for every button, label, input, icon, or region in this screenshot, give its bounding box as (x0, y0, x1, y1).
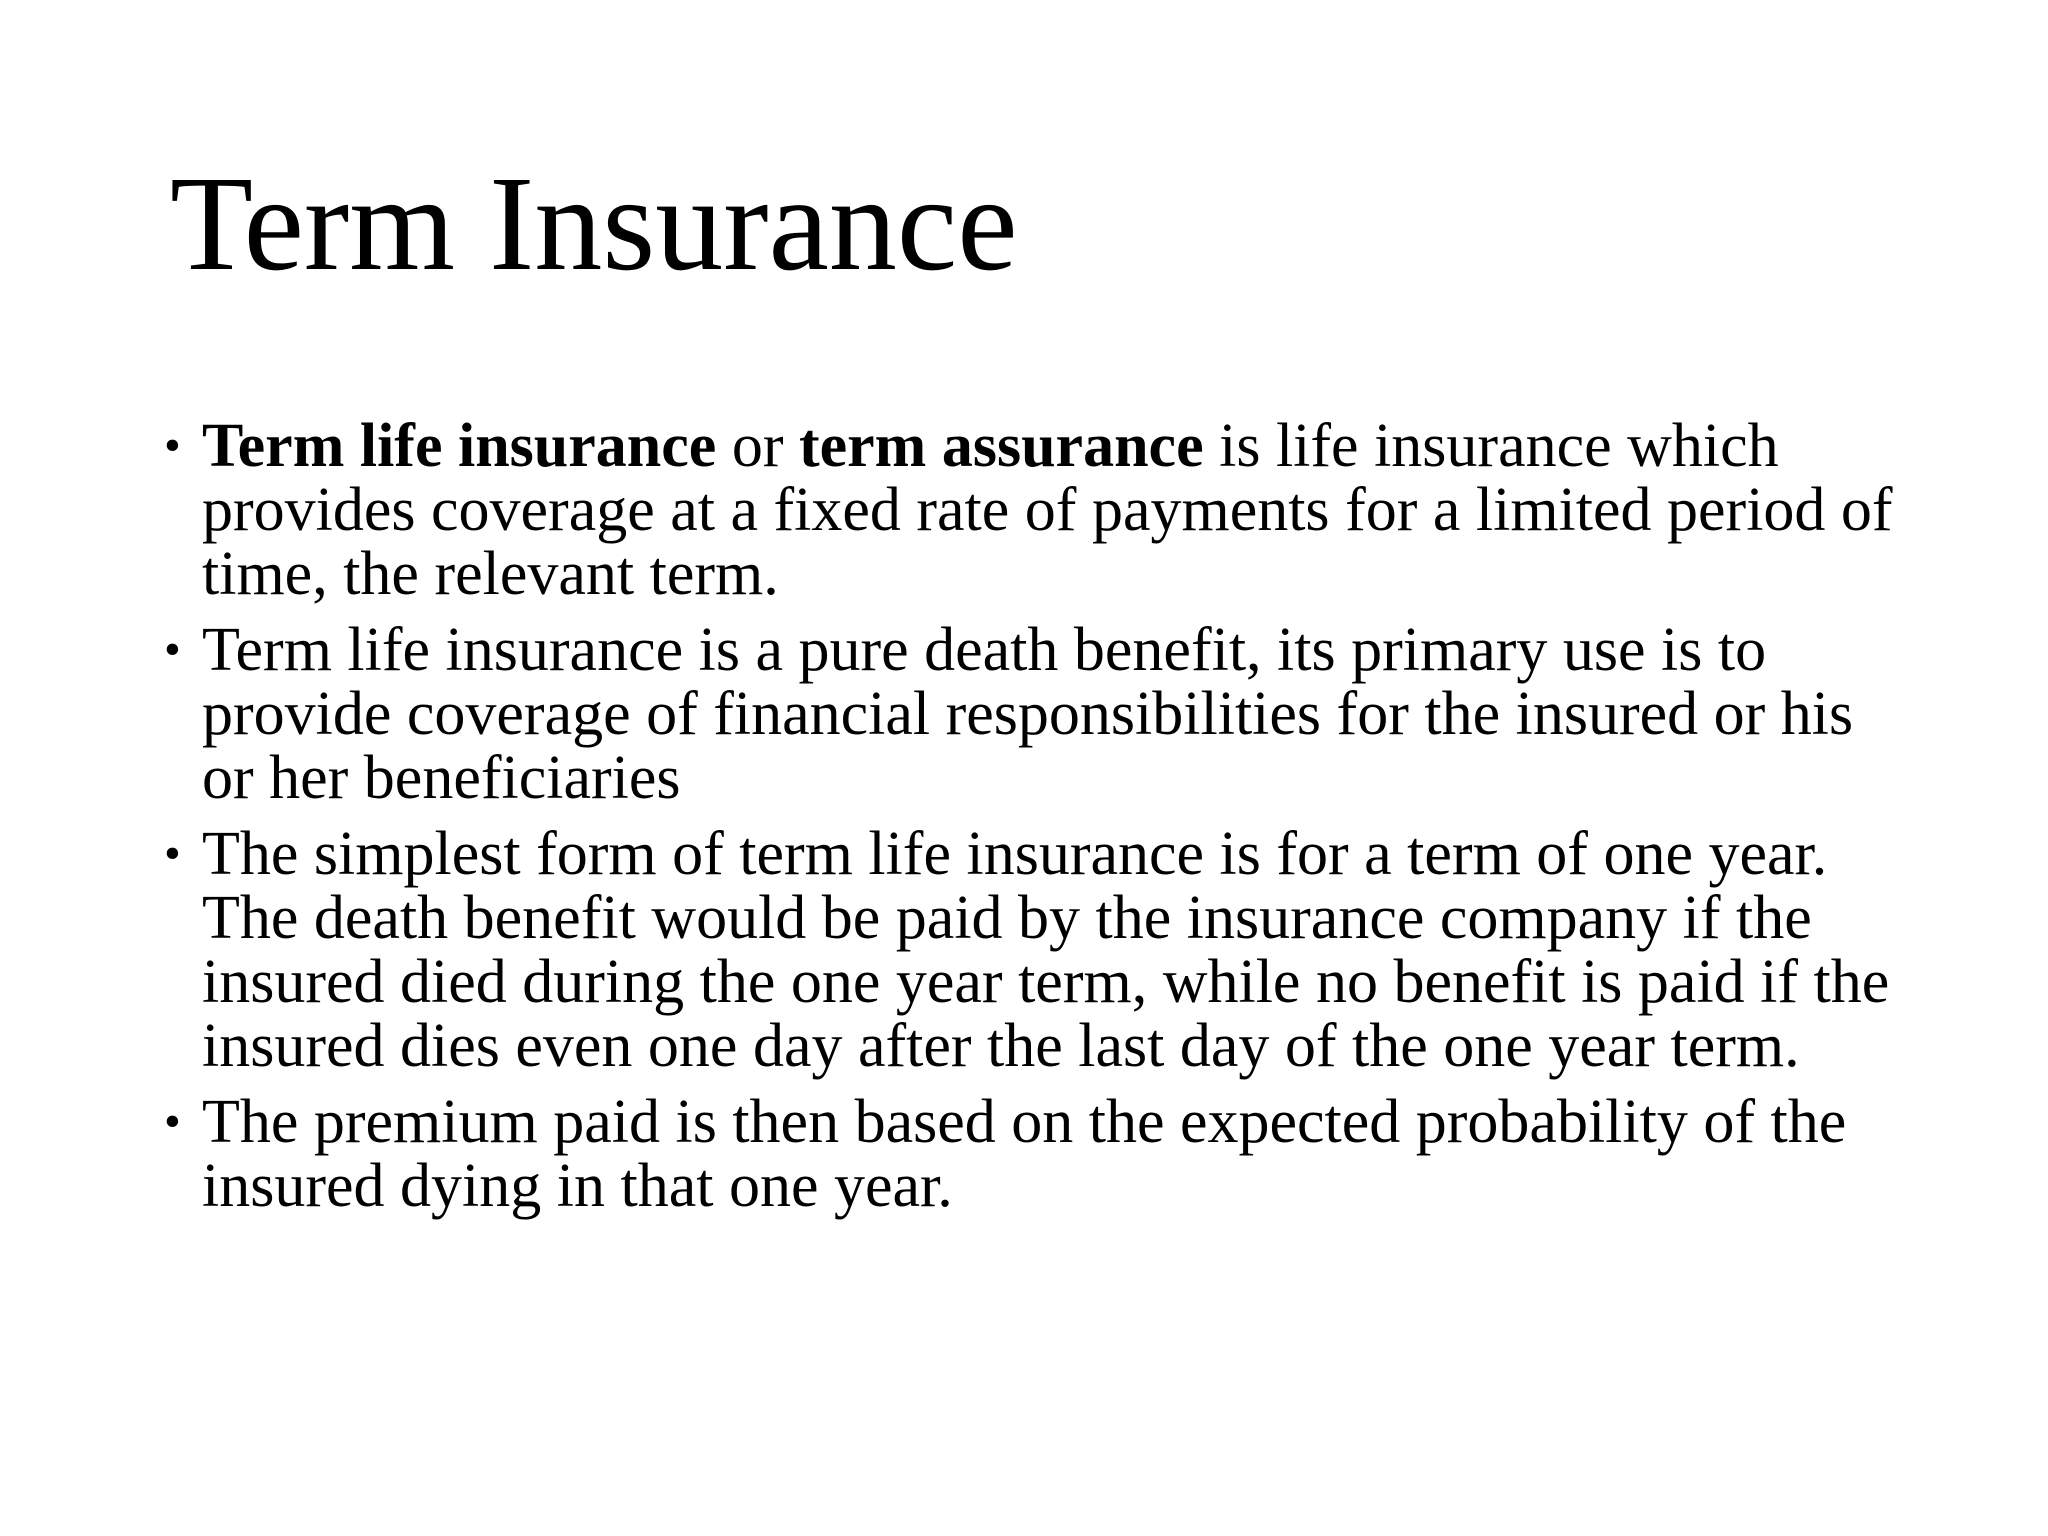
bullet-icon: • (164, 623, 181, 676)
bullet-icon: • (164, 1095, 181, 1148)
bullet-text: Term life insurance is a pure death benefit, its primary use is to provide coverage of financial responsibilities for the insured or his or her beneficiaries (202, 616, 1854, 812)
bullet-item-term-definition (160, 414, 1920, 606)
bullet-text: The premium paid is then based on the expected probability of the insured dying in that one year. (202, 1088, 1847, 1220)
bullet-text-part: or (716, 412, 799, 480)
bullet-list (160, 414, 1920, 1230)
bold-term-assurance: term assurance (798, 412, 1204, 480)
bullet-item-premium (160, 1090, 1920, 1218)
bullet-icon: • (164, 827, 181, 880)
bullet-icon: • (164, 419, 181, 472)
bullet-item-one-year-term (160, 822, 1920, 1078)
bullet-item-death-benefit (160, 618, 1920, 810)
bold-term-life-insurance: Term life insurance (202, 412, 717, 480)
bullet-text: The simplest form of term life insurance is for a term of one year. The death benefit would be paid by the insurance company if the insured died during the one year term, while no benefit is paid if the insured dies even one day after the last day of the one year term. (202, 820, 1890, 1080)
slide-title: Term Insurance (170, 149, 1018, 299)
bullet-text-part: is life insurance which provides coverage at a fixed rate of payments for a limited period of time, the relevant term. (202, 412, 1893, 608)
